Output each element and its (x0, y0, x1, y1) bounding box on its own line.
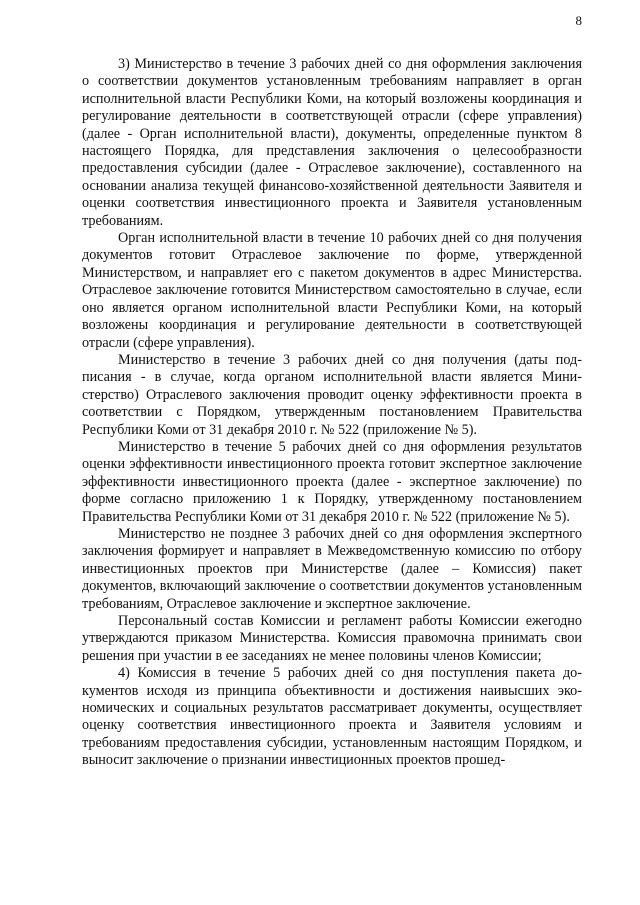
page-number: 8 (575, 13, 582, 28)
paragraph: Министерство в течение 3 рабочих дней со дня получения (даты подписания - в случае, когда органом исполнительной власти является Министерство) Отраслевого заключения проводит оценку эффективности проекта в соответствии с Порядком, утвержденным постановлением Правительства Республики Коми от 31 декабря 2010 г. № 522 (приложение № 5). (82, 351, 582, 438)
paragraph: Орган исполнительной власти в течение 10 рабочих дней со дня получения документов готовит Отраслевое заключение по форме, утвержденной Министерством, и направляет его с пакетом документов в адрес Министерства. Отраслевое заключение готовится Министерством самостоятельно в случае, если оно является органом исполнительной власти Республики Коми, на который возложены координация и регулирование деятельности в соответствующей отрасли (сфере управления). (82, 230, 582, 351)
paragraph: Министерство в течение 5 рабочих дней со дня оформления результатов оценки эффективности инвестиционного проекта готовит экспертное заключение эффективности инвестиционного проекта (далее - экспертное заключение) по форме согласно приложению 1 к Порядку, утвержденному постановлением Правительства Республики Коми от 31 декабря 2010 г. № 522 (приложение № 5). (82, 438, 582, 525)
paragraph: Министерство не позднее 3 рабочих дней со дня оформления экспертного заключения формирует и направляет в Межведомственную комиссию по отбору инвестиционных проектов при Министерстве (далее – Комиссия) пакет документов, включающий заключение о соответствии документов установленным требованиям, Отраслевое заключение и экспертное заключение. (82, 525, 582, 612)
paragraph: Персональный состав Комиссии и регламент работы Комиссии ежегодно утверждаются приказом Министерства. Комиссия правомочна принимать свои решения при участии в ее заседаниях не менее половины членов Комиссии; (82, 613, 582, 664)
paragraph: 3) Министерство в течение 3 рабочих дней со дня оформления заключения о соответствии документов установленным требованиям направляет в орган исполнительной власти Республики Коми, на который возложены координация и регулирование деятельности в соответствующей отрасли (сфере управления) (далее - Орган исполнительной власти), документы, определенные пунктом 8 настоящего Порядка, для представления заключения о целесообразности предоставления субсидии (далее - Отраслевое заключение), составленного на основании анализа текущей финансово-хозяйственной деятельности Заявителя и оценки соответствия инвестиционного проекта и Заявителя установленным требованиям. (82, 56, 582, 229)
document-body (82, 56, 582, 770)
paragraph: 4) Комиссия в течение 5 рабочих дней со дня поступления пакета документов исходя из принципа объективности и достижения наивысших экономических и социальных результатов рассматривает документы, осуществляет оценку соответствия инвестиционного проекта и Заявителя условиям и требованиям предоставления субсидии, установленным настоящим Порядком, и выносит заключение о признании инвестиционных проектов прошед- (82, 665, 582, 769)
